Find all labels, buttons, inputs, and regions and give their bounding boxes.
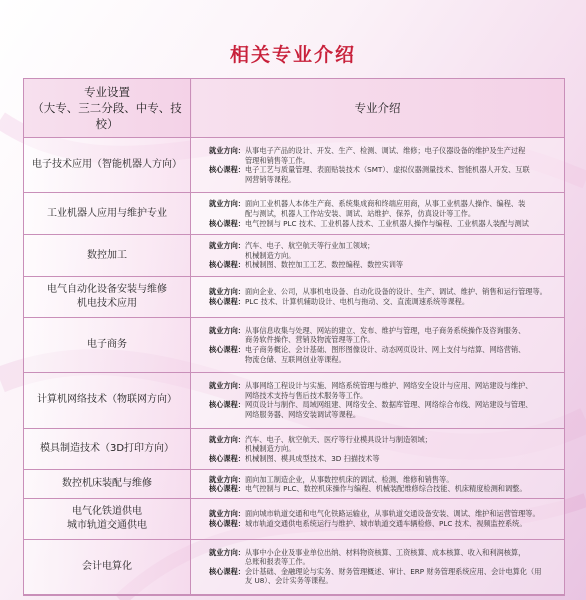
- detail-line: [209, 326, 556, 336]
- detail-line: [209, 557, 556, 567]
- major-name: 电气化铁道供电: [72, 505, 142, 517]
- detail-text: 友 U8）、会计实务等课程。: [245, 576, 333, 586]
- detail-text: 商务软件操作、营销及物流管理等工作。: [245, 335, 375, 345]
- detail-text: 会计基础、金融理论与实务、财务管理概述、审计、ERP 财务管理系统应用、会计电算化（用: [244, 566, 542, 576]
- detail-text: 电气控制与 PLC、数控机床操作与编程、机械装配维修综合技能、机床精度检测和调整。: [244, 484, 527, 494]
- major-detail-cell: [191, 138, 565, 193]
- detail-label: 核心课程：: [209, 260, 245, 270]
- detail-text: 机械制图、数控加工工艺、数控编程、数控实训等: [244, 260, 404, 270]
- major-detail-cell: [191, 539, 565, 594]
- table-row: [24, 373, 564, 428]
- detail-line: [209, 475, 556, 485]
- detail-line: [209, 287, 556, 297]
- detail-label: 就业方向：: [209, 547, 245, 557]
- major-name-cell: [24, 498, 191, 539]
- detail-label: 核心课程：: [209, 345, 245, 355]
- detail-label: 就业方向：: [209, 241, 245, 251]
- major-name: 数控机床装配与维修: [62, 478, 152, 490]
- detail-label: 核心课程：: [209, 484, 245, 494]
- detail-text: 从事网络工程设计与实施、网络系统管理与维护、网络安全设计与应用、网站建设与维护、: [244, 381, 533, 391]
- major-name-cell: [24, 277, 191, 318]
- detail-line: [209, 548, 556, 558]
- detail-line: [209, 567, 556, 577]
- detail-label: 核心课程：: [209, 165, 245, 175]
- detail-line: [209, 297, 556, 307]
- detail-line: [209, 146, 556, 156]
- table-row: [24, 539, 564, 594]
- detail-text: 网络服务器、网络安装调试等课程。: [245, 409, 361, 419]
- detail-text: 城市轨道交通供电系统运行与维护、城市轨道交通车辆检修、PLC 技术、视频监控系统。: [244, 518, 527, 528]
- major-detail-cell: [191, 277, 565, 318]
- detail-label: 核心课程：: [209, 566, 245, 576]
- table-row: [24, 277, 564, 318]
- detail-text: 汽车、电子、航空航天等行业加工领域；: [244, 241, 375, 251]
- detail-text: 网营销等课程。: [245, 174, 296, 184]
- major-name: 数控加工: [87, 249, 127, 261]
- detail-text: 机械制造方向。: [245, 250, 296, 260]
- detail-text: 从事电子产品的设计、开发、生产、检测、调试、维修；电子仪器设备的维护及生产过程: [244, 145, 526, 155]
- detail-label: 就业方向：: [209, 287, 245, 297]
- detail-line: [209, 260, 556, 270]
- detail-label: 就业方向：: [209, 199, 245, 209]
- major-detail-cell: [191, 235, 565, 277]
- detail-label: 核心课程：: [209, 400, 245, 410]
- major-name-cell: [24, 428, 191, 470]
- major-detail-cell: [191, 193, 565, 235]
- detail-text: 网络技术支持与售后技术服务等工作。: [245, 390, 368, 400]
- major-detail-cell: [191, 470, 565, 498]
- detail-line: [209, 251, 556, 261]
- table-row: [24, 428, 564, 470]
- detail-label: 就业方向：: [209, 474, 245, 484]
- table-row: [24, 470, 564, 498]
- detail-label: 核心课程：: [209, 218, 245, 228]
- detail-label: 核心课程：: [209, 518, 245, 528]
- table-row: [24, 235, 564, 277]
- detail-line: [209, 519, 556, 529]
- detail-line: [209, 454, 556, 464]
- detail-label: 就业方向：: [209, 434, 245, 444]
- detail-line: [209, 165, 556, 175]
- major-name: 工业机器人应用与维护专业: [47, 207, 167, 219]
- major-name: 机电技术应用: [77, 297, 137, 309]
- detail-line: [209, 400, 556, 410]
- detail-text: 从事信息收集与处理、网站的建立、发布、维护与管理，电子商务系统操作及咨询服务、: [244, 325, 526, 335]
- detail-line: [209, 381, 556, 391]
- major-name: 城市轨道交通供电: [67, 519, 147, 531]
- detail-line: [209, 175, 556, 185]
- table-row: [24, 317, 564, 372]
- table-row: [24, 193, 564, 235]
- detail-text: 面向工业机器人本体生产商、系统集成商和终端应用商，从事工业机器人操作、编程、装: [244, 199, 526, 209]
- detail-line: [209, 156, 556, 166]
- major-name-cell: [24, 193, 191, 235]
- detail-line: [209, 391, 556, 401]
- major-name-cell: [24, 373, 191, 428]
- major-name: 电气自动化设备安装与维修: [47, 283, 167, 295]
- detail-text: 汽车、电子、航空航天、医疗等行业模具设计与制造领域；: [244, 434, 432, 444]
- detail-line: [209, 199, 556, 209]
- detail-line: [209, 509, 556, 519]
- detail-text: 面向城市轨道交通和电气化铁路运输业，从事轨道交通设备安装、调试、维护和运营管理等。: [244, 509, 540, 519]
- major-detail-cell: [191, 498, 565, 539]
- major-detail-cell: [191, 373, 565, 428]
- detail-text: 管理和销售等工作。: [245, 155, 310, 165]
- detail-text: 网页设计与制作、局域网组建、网络安全、数据库管理、网络综合布线、网站建设与管理、: [244, 400, 533, 410]
- major-name-cell: [24, 539, 191, 594]
- major-name: 电子商务: [87, 339, 127, 351]
- header-left-line2: （大专、三二分段、中专、技校）: [32, 101, 182, 131]
- detail-line: [209, 576, 556, 586]
- detail-line: [209, 219, 556, 229]
- major-name: 模具制造技术（3D打印方向）: [39, 442, 175, 454]
- detail-text: 电子工艺与质量管理、表面贴装技术（SMT）、虚拟仪器测量技术、智能机器人开发、互联: [244, 165, 530, 175]
- detail-text: 电气控制与 PLC 技术、工业机器人技术、工业机器人操作与编程、工业机器人装配与测试: [244, 218, 529, 228]
- detail-label: 就业方向：: [209, 381, 245, 391]
- detail-text: 总账和报表等工作。: [245, 557, 310, 567]
- detail-text: 面向加工制造企业，从事数控机床的调试、检测、维修和销售等。: [244, 474, 454, 484]
- table-row: [24, 138, 564, 193]
- detail-line: [209, 355, 556, 365]
- header-left-line1: 专业设置: [84, 85, 130, 99]
- detail-label: 就业方向：: [209, 145, 245, 155]
- major-detail-cell: [191, 317, 565, 372]
- major-detail-cell: [191, 428, 565, 470]
- header-major-intro: 专业介绍: [191, 79, 565, 138]
- major-name: 会计电算化: [82, 560, 132, 572]
- major-name-cell: [24, 138, 191, 193]
- major-name-cell: [24, 470, 191, 498]
- detail-text: 配与测试，机器人工作站安装、调试、站维护、保养，仿真设计等工作。: [245, 208, 476, 218]
- detail-line: [209, 444, 556, 454]
- detail-label: 核心课程：: [209, 296, 245, 306]
- majors-table: [23, 78, 565, 596]
- detail-line: [209, 484, 556, 494]
- detail-text: 物流仓储、互联网创业等课程。: [245, 354, 346, 364]
- table-header-row: [24, 79, 564, 138]
- detail-label: 就业方向：: [209, 325, 245, 335]
- detail-text: PLC 技术、计算机辅助设计、电机与拖动、交、直流调速系统等课程。: [244, 296, 470, 306]
- detail-line: [209, 209, 556, 219]
- detail-line: [209, 335, 556, 345]
- detail-text: 电子商务概论、会计基础、图形图像设计、动态网页设计、网上支付与结算、网络营销、: [244, 345, 526, 355]
- major-name: 计算机网络技术（物联网方向）: [37, 394, 177, 406]
- detail-label: 核心课程：: [209, 453, 245, 463]
- major-name: 电子技术应用（智能机器人方向）: [32, 159, 182, 171]
- detail-line: [209, 410, 556, 420]
- detail-text: 机械制造方向。: [245, 444, 296, 454]
- detail-line: [209, 435, 556, 445]
- detail-line: [209, 241, 556, 251]
- detail-text: 从事中小企业及事业单位出纳、材料物资核算、工资核算、成本核算、收入和利润核算，: [244, 547, 526, 557]
- header-major-settings: [24, 79, 191, 138]
- table-row: [24, 498, 564, 539]
- major-name-cell: [24, 235, 191, 277]
- page-title: 相关专业介绍: [229, 44, 356, 66]
- detail-text: 机械制图、模具成型技术、3D 扫描技术等: [244, 453, 380, 463]
- detail-text: 面向企业、公司，从事机电设备、自动化设备的设计、生产、调试、维护、销售和运行管理等。: [244, 287, 547, 297]
- detail-label: 就业方向：: [209, 509, 245, 519]
- detail-line: [209, 345, 556, 355]
- major-name-cell: [24, 317, 191, 372]
